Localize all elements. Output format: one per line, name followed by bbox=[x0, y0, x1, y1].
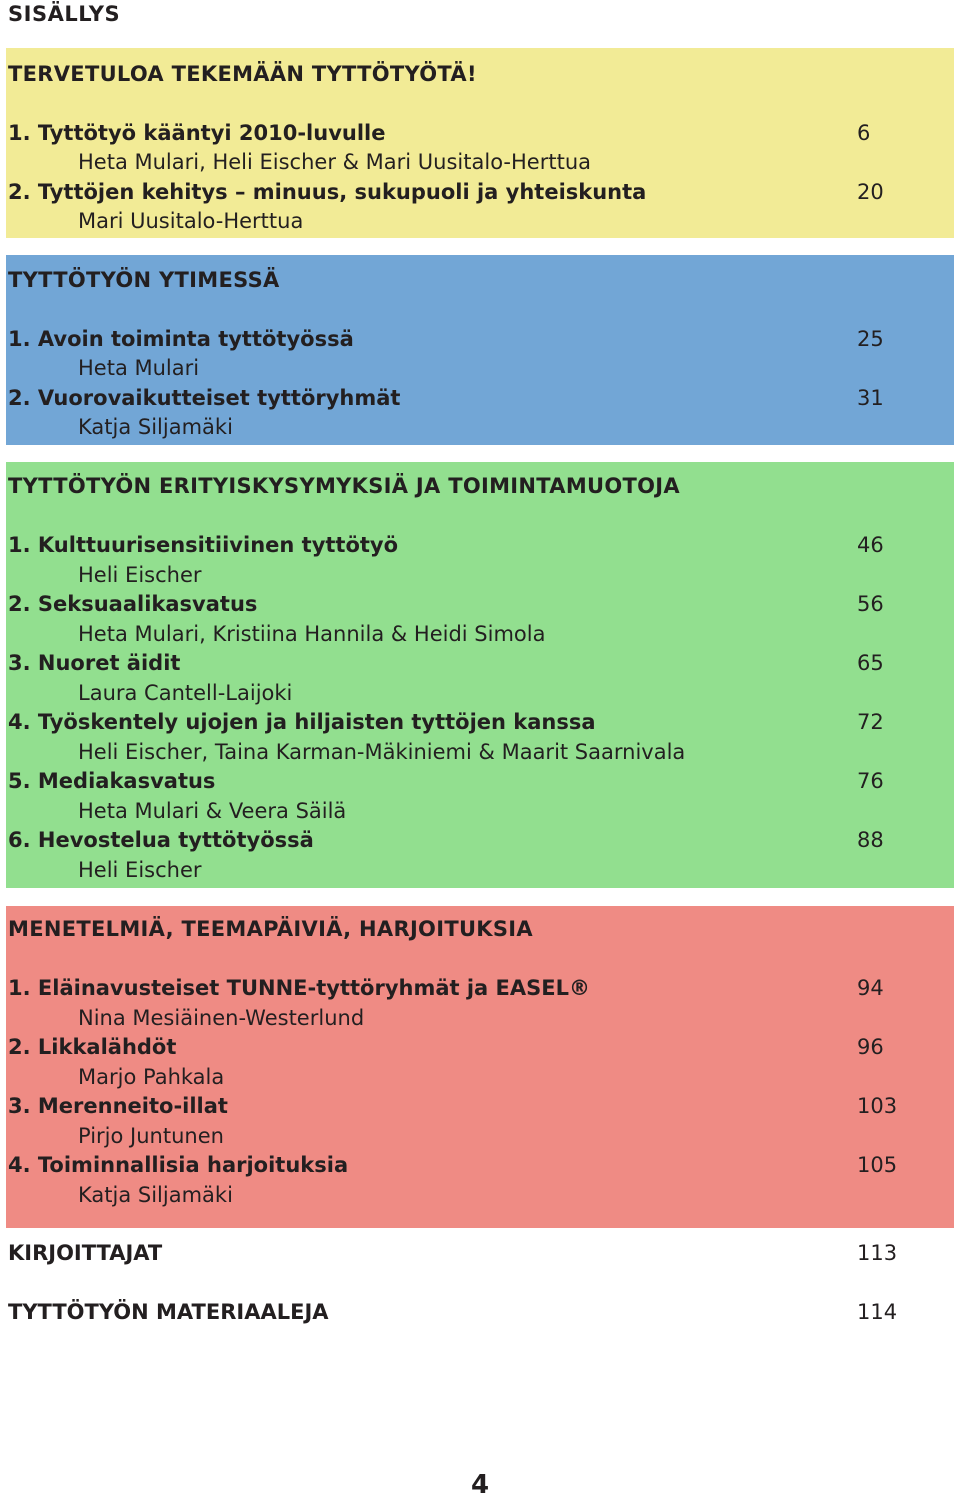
entry-author: Heli Eischer, Taina Karman-Mäkiniemi & Maarit Saarnivala bbox=[78, 740, 686, 764]
entry-title: 2. Likkalähdöt bbox=[8, 1035, 177, 1059]
entry-page: 76 bbox=[857, 769, 884, 793]
entry-author-line bbox=[8, 561, 948, 590]
entry-page: 31 bbox=[857, 386, 884, 410]
toc-entry-kirjoittajat[interactable] bbox=[8, 1239, 948, 1268]
entry-title: 4. Työskentely ujojen ja hiljaisten tyttöjen kanssa bbox=[8, 710, 596, 734]
section-title: TYTTÖTYÖN YTIMESSÄ bbox=[8, 268, 280, 292]
entry-title: 1. Avoin toiminta tyttötyössä bbox=[8, 327, 354, 351]
entry-author: Heta Mulari, Heli Eischer & Mari Uusitalo-Herttua bbox=[78, 150, 592, 174]
toc-entry[interactable] bbox=[8, 826, 948, 855]
toc-entry[interactable] bbox=[8, 1092, 948, 1121]
page-title: SISÄLLYS bbox=[8, 2, 121, 26]
entry-author-line bbox=[8, 148, 948, 177]
entry-title: 5. Mediakasvatus bbox=[8, 769, 216, 793]
entry-author-line bbox=[8, 1004, 948, 1033]
entry-title: 2. Seksuaalikasvatus bbox=[8, 592, 258, 616]
entry-title: 2. Vuorovaikutteiset tyttöryhmät bbox=[8, 386, 401, 410]
entry-author: Katja Siljamäki bbox=[78, 415, 233, 439]
entry-title: TYTTÖTYÖN MATERIAALEJA bbox=[8, 1300, 329, 1324]
entry-page: 6 bbox=[857, 121, 871, 145]
entry-author: Heta Mulari, Kristiina Hannila & Heidi Simola bbox=[78, 622, 546, 646]
toc-entry[interactable] bbox=[8, 531, 948, 560]
entry-page: 94 bbox=[857, 976, 884, 1000]
page-number: 4 bbox=[470, 1470, 490, 1500]
toc-entry[interactable] bbox=[8, 1151, 948, 1180]
entry-author-line bbox=[8, 413, 948, 442]
section-title: TYTTÖTYÖN ERITYISKYSYMYKSIÄ JA TOIMINTAMUOTOJA bbox=[8, 474, 680, 498]
entry-author-line bbox=[8, 354, 948, 383]
entry-page: 65 bbox=[857, 651, 884, 675]
entry-author-line bbox=[8, 207, 948, 236]
entry-author: Katja Siljamäki bbox=[78, 1183, 233, 1207]
entry-page: 105 bbox=[857, 1153, 898, 1177]
entry-title: 6. Hevostelua tyttötyössä bbox=[8, 828, 314, 852]
section-title: MENETELMIÄ, TEEMAPÄIVIÄ, HARJOITUKSIA bbox=[8, 917, 533, 941]
entry-author: Nina Mesiäinen-Westerlund bbox=[78, 1006, 365, 1030]
entry-author: Laura Cantell-Laijoki bbox=[78, 681, 293, 705]
entry-title: 1. Kulttuurisensitiivinen tyttötyö bbox=[8, 533, 399, 557]
toc-entry[interactable] bbox=[8, 178, 948, 207]
toc-entry[interactable] bbox=[8, 1033, 948, 1062]
entry-author: Marjo Pahkala bbox=[78, 1065, 225, 1089]
entry-author-line bbox=[8, 738, 948, 767]
section-title: TERVETULOA TEKEMÄÄN TYTTÖTYÖTÄ! bbox=[8, 62, 477, 86]
toc-entry[interactable] bbox=[8, 649, 948, 678]
entry-title: 2. Tyttöjen kehitys – minuus, sukupuoli ja yhteiskunta bbox=[8, 180, 647, 204]
entry-page: 25 bbox=[857, 327, 884, 351]
entry-page: 114 bbox=[857, 1300, 898, 1324]
entry-author-line bbox=[8, 1181, 948, 1210]
toc-entry[interactable] bbox=[8, 767, 948, 796]
toc-entry[interactable] bbox=[8, 590, 948, 619]
toc-entry[interactable] bbox=[8, 384, 948, 413]
entry-author: Heli Eischer bbox=[78, 858, 202, 882]
toc-entry-materiaaleja[interactable] bbox=[8, 1298, 948, 1327]
entry-page: 72 bbox=[857, 710, 884, 734]
entry-title: 1. Eläinavusteiset TUNNE-tyttöryhmät ja EASEL® bbox=[8, 976, 590, 1000]
entry-title: KIRJOITTAJAT bbox=[8, 1241, 163, 1265]
toc-entry[interactable] bbox=[8, 119, 948, 148]
entry-page: 96 bbox=[857, 1035, 884, 1059]
entry-page: 103 bbox=[857, 1094, 898, 1118]
toc-entry[interactable] bbox=[8, 325, 948, 354]
entry-author-line bbox=[8, 1122, 948, 1151]
entry-author: Heta Mulari bbox=[78, 356, 200, 380]
entry-page: 46 bbox=[857, 533, 884, 557]
toc-entry[interactable] bbox=[8, 708, 948, 737]
entry-page: 56 bbox=[857, 592, 884, 616]
entry-page: 20 bbox=[857, 180, 884, 204]
entry-author-line bbox=[8, 679, 948, 708]
entry-author: Mari Uusitalo-Herttua bbox=[78, 209, 304, 233]
entry-title: 4. Toiminnallisia harjoituksia bbox=[8, 1153, 349, 1177]
entry-author-line bbox=[8, 856, 948, 885]
entry-author-line bbox=[8, 620, 948, 649]
entry-author-line bbox=[8, 797, 948, 826]
toc-entry[interactable] bbox=[8, 974, 948, 1003]
entry-title: 3. Nuoret äidit bbox=[8, 651, 181, 675]
entry-author: Heli Eischer bbox=[78, 563, 202, 587]
entry-author-line bbox=[8, 1063, 948, 1092]
entry-title: 3. Merenneito-illat bbox=[8, 1094, 228, 1118]
entry-page: 88 bbox=[857, 828, 884, 852]
entry-title: 1. Tyttötyö kääntyi 2010-luvulle bbox=[8, 121, 386, 145]
entry-author: Heta Mulari & Veera Säilä bbox=[78, 799, 347, 823]
entry-author: Pirjo Juntunen bbox=[78, 1124, 224, 1148]
entry-page: 113 bbox=[857, 1241, 898, 1265]
